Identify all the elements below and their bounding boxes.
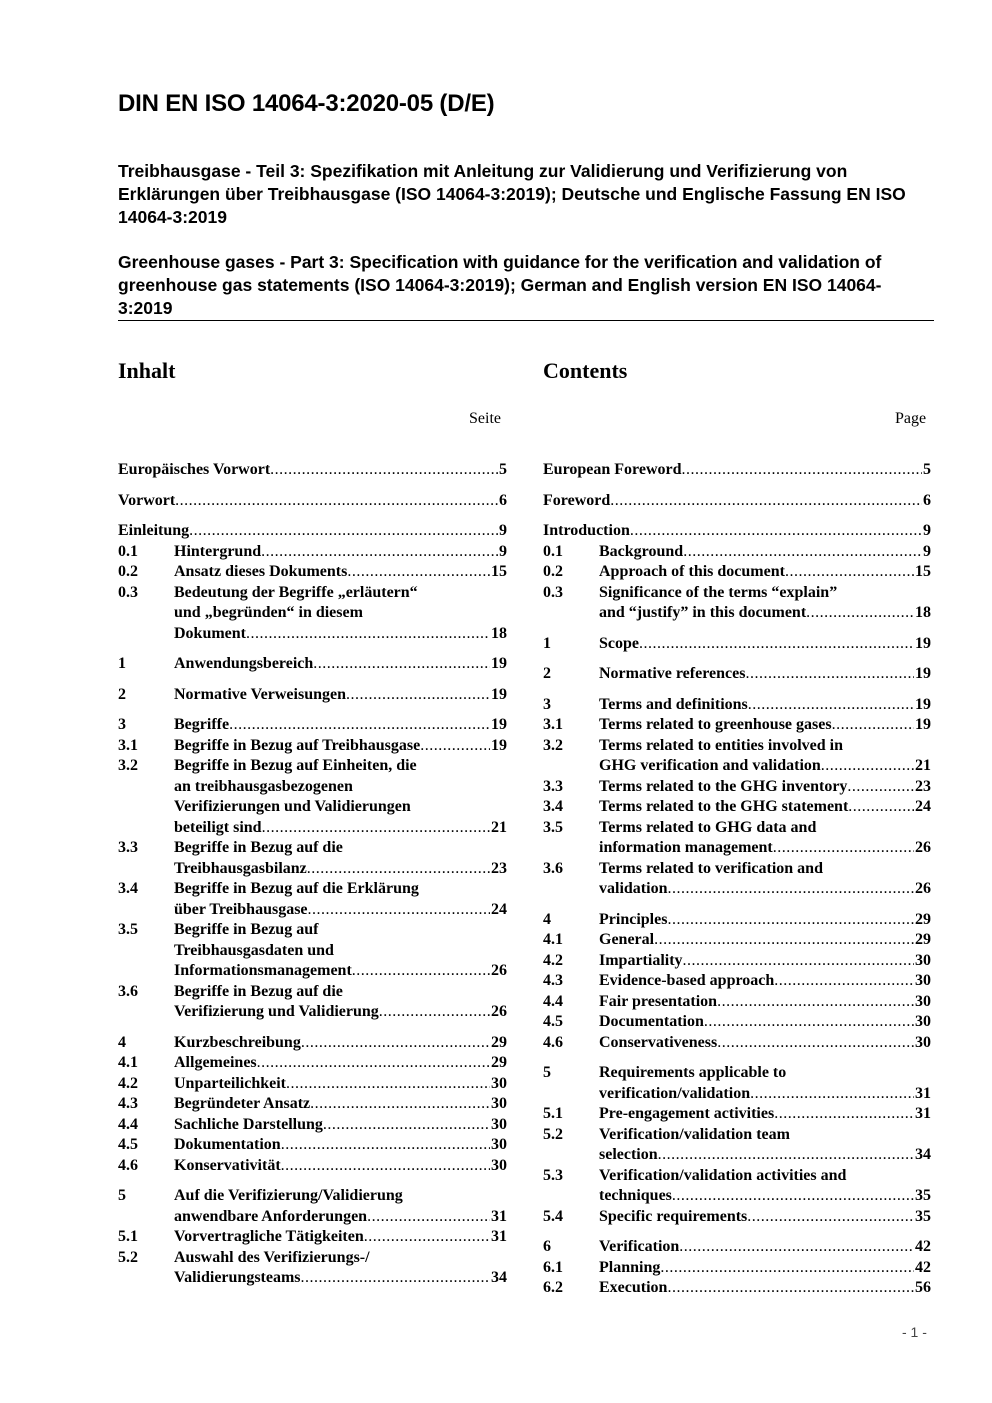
toc-entry-title: selection [599,1146,658,1163]
toc-entry-title: Vorvertragliche Tätigkeiten [174,1228,364,1245]
toc-entry[interactable] [118,1053,507,1074]
toc-entry-title: Begründeter Ansatz [174,1095,311,1112]
toc-entry-number: 2 [543,665,551,682]
dot-leader [785,562,914,583]
toc-entry-number: 6.2 [543,1279,563,1296]
toc-entry-number: 3.3 [118,839,138,856]
toc-entry-title: Treibhausgasbilanz [174,859,307,877]
toc-entry-page: 31 [915,1084,931,1102]
toc-entry-number: 3 [543,695,551,713]
toc-entry-number: 4.1 [118,1054,138,1071]
toc-entry-page: 31 [915,1105,931,1122]
toc-entry-title: verification/validation [599,1084,751,1102]
toc-entry-number: 4.3 [118,1095,138,1112]
toc-entry-title: Significance of the terms “explain” [599,583,838,601]
toc-entry[interactable] [543,1258,931,1279]
dot-leader [175,491,498,512]
toc-entry-page: 31 [491,1228,507,1245]
toc-entry-title: Planning [599,1258,661,1276]
dot-leader [257,1053,490,1074]
toc-entry-page: 24 [915,798,931,815]
toc-entry-page: 9 [499,542,507,560]
toc-entry[interactable] [543,583,931,624]
dot-leader [704,1012,914,1033]
toc-entry[interactable] [543,521,931,542]
toc-entry-number: 4 [543,910,551,928]
toc-entry-number: 3.2 [543,736,563,754]
toc-entry-title: Terms related to greenhouse gases [599,716,832,733]
toc-entry[interactable] [118,736,507,757]
dot-leader [352,961,490,982]
dot-leader [301,1268,490,1289]
toc-entry[interactable] [118,583,507,645]
toc-entry[interactable] [543,1033,931,1054]
toc-entry-title: Sachliche Darstellung [174,1115,323,1133]
toc-entry-page: 26 [915,839,931,856]
toc-entry-page: 6 [499,491,507,509]
dot-leader [672,1186,914,1207]
toc-entry-title: Approach of this document [599,563,785,580]
toc-list-english [543,460,931,1299]
toc-entry[interactable] [543,1207,931,1228]
toc-entry-title: Impartiality [599,951,683,969]
dot-leader [308,900,490,921]
toc-entry[interactable] [543,1104,931,1125]
toc-entry-page: 30 [491,1115,507,1133]
dot-leader [683,542,922,563]
dot-leader [246,624,490,645]
toc-entry[interactable] [543,992,931,1013]
toc-entry[interactable] [543,1237,931,1258]
dot-leader [717,1033,914,1054]
toc-entry-page: 19 [491,685,507,703]
dot-leader [654,930,914,951]
toc-entry-title: Allgemeines [174,1054,257,1071]
toc-entry-title: Requirements applicable to [599,1064,787,1081]
toc-entry-page: 56 [915,1279,931,1296]
toc-entry-number: 4 [118,1033,126,1051]
toc-entry[interactable] [543,460,931,481]
toc-entry-page: 24 [491,900,507,918]
toc-entry-page: 26 [491,962,507,979]
toc-entry-title: Terms and definitions [599,695,748,713]
toc-entry[interactable] [543,542,931,563]
toc-entry-page: 29 [491,1054,507,1071]
toc-entry[interactable] [118,1248,507,1289]
dot-leader [286,1074,490,1095]
toc-entry-page: 35 [915,1207,931,1225]
toc-entry-number: 3.4 [118,880,138,897]
toc-entry-title: Informationsmanagement [174,962,352,979]
toc-entry-page: 30 [491,1074,507,1092]
toc-entry-number: 0.3 [543,583,563,601]
toc-entry-number: 4.2 [118,1074,138,1092]
toc-entry-number: 6 [543,1238,551,1255]
toc-entry-page: 34 [915,1146,931,1163]
toc-entry-number: 1 [543,634,551,652]
toc-entry-number: 3.2 [118,757,138,774]
toc-entry-page: 6 [923,491,931,509]
dot-leader [806,603,914,624]
toc-entry-number: 0.3 [118,583,138,601]
toc-entry[interactable] [118,1135,507,1156]
toc-entry-number: 3.5 [118,921,138,938]
toc-entry-number: 3 [118,716,126,733]
dot-leader [848,797,914,818]
toc-entry-title: Foreword [543,491,611,509]
toc-entry-title: Specific requirements [599,1207,748,1225]
toc-entry[interactable] [118,685,507,706]
toc-entry-page: 21 [915,757,931,774]
dot-leader [367,1207,490,1228]
dot-leader [847,777,914,798]
dot-leader [364,1227,490,1248]
toc-entry-title: Begriffe in Bezug auf Treibhausgase [174,736,421,754]
toc-entry-title: Verifizierungen und Validierungen [174,798,411,815]
dot-leader [748,695,914,716]
toc-entry[interactable] [118,1115,507,1136]
toc-entry[interactable] [543,664,931,685]
toc-entry-page: 9 [923,542,931,560]
toc-entry-title: Kurzbeschreibung [174,1033,301,1051]
toc-entry[interactable] [543,1166,931,1207]
toc-entry-page: 9 [923,522,931,539]
toc-entry-page: 42 [915,1238,931,1255]
toc-entry-title: Bedeutung der Begriffe „erläutern“ [174,583,418,601]
toc-entry-page: 29 [915,910,931,928]
toc-entry-title: und „begründen“ in diesem [174,604,363,621]
toc-entry-number: 0.1 [543,542,563,560]
toc-entry-number: 5.2 [543,1125,563,1143]
title-divider [118,320,934,321]
toc-entry-page: 19 [915,716,931,733]
toc-entry-title: an treibhausgasbezogenen [174,777,353,795]
toc-entry-page: 29 [491,1033,507,1051]
toc-entry[interactable] [543,951,931,972]
toc-entry-title: über Treibhausgase [174,900,308,918]
dot-leader [717,992,914,1013]
toc-entry[interactable] [118,562,507,583]
dot-leader [313,654,490,675]
toc-entry-page: 30 [491,1095,507,1112]
dot-leader [683,951,914,972]
dot-leader [379,1002,490,1023]
toc-entry-title: Dokument [174,624,247,642]
toc-entry-number: 0.2 [118,563,138,580]
page-column-label-english: Page [895,410,927,427]
dot-leader [832,715,914,736]
toc-entry-page: 5 [499,461,507,478]
toc-entry-number: 0.2 [543,563,563,580]
toc-entry-title: Verification/validation team [599,1125,790,1143]
toc-entry[interactable] [118,756,507,838]
toc-entry-title: Dokumentation [174,1136,281,1153]
toc-entry-number: 3.1 [118,736,138,754]
toc-entry-title: Verification [599,1238,680,1255]
dot-leader [660,1258,914,1279]
toc-entry-title: Anwendungsbereich [174,655,314,672]
toc-entry-title: Terms related to entities involved in [599,736,843,754]
toc-entry-page: 19 [915,665,931,682]
toc-entry[interactable] [543,818,931,859]
toc-entry-page: 19 [915,634,931,652]
toc-heading-german: Inhalt [118,358,176,383]
toc-entry-number: 4.6 [543,1033,563,1051]
dot-leader [420,736,490,757]
dot-leader [189,521,498,542]
toc-entry[interactable] [118,920,507,982]
toc-entry-title: Ansatz dieses Dokuments [174,563,348,580]
toc-entry-page: 30 [915,972,931,989]
toc-entry-title: General [599,931,655,948]
toc-entry[interactable] [543,797,931,818]
dot-leader [610,491,922,512]
dot-leader [747,1207,914,1228]
dot-leader [639,634,914,655]
dot-leader [346,685,490,706]
toc-entry-title: Background [599,542,684,560]
toc-entry-title: European Foreword [543,461,682,478]
toc-list-german [118,460,507,1289]
toc-entry-title: Normative references [599,665,746,682]
toc-entry-title: Hintergrund [174,542,262,560]
toc-entry-page: 31 [491,1207,507,1225]
toc-entry-title: Begriffe in Bezug auf die [174,982,343,1000]
toc-entry-title: Verifizierung und Validierung [174,1003,379,1020]
toc-entry[interactable] [118,1227,507,1248]
toc-entry-number: 5 [543,1064,551,1081]
toc-entry-title: Fair presentation [599,992,718,1010]
toc-entry-title: beteiligt sind [174,818,262,836]
toc-entry[interactable] [543,562,931,583]
dot-leader [773,838,914,859]
dot-leader [281,1156,490,1177]
toc-entry-page: 30 [915,992,931,1010]
toc-entry-number: 4.3 [543,972,563,989]
toc-entry[interactable] [118,460,507,481]
subtitle-english: Greenhouse gases - Part 3: Specification with guidance for the verification and validation of greenhouse gas statements (ISO 14064-3:2019); German and English version EN ISO 14064-3:2019 [118,252,882,318]
toc-entry-number: 3.3 [543,777,563,795]
toc-entry[interactable] [118,654,507,675]
toc-entry-page: 19 [491,716,507,733]
toc-heading-english: Contents [543,358,628,383]
page-column-label-german: Seite [469,410,501,427]
toc-entry-title: Terms related to the GHG inventory [599,777,848,795]
toc-entry-number: 3.4 [543,798,563,815]
toc-entry-page: 15 [491,563,507,580]
toc-entry-page: 5 [923,461,931,478]
toc-entry-number: 5.1 [543,1105,563,1122]
toc-entry-title: anwendbare Anforderungen [174,1207,368,1225]
toc-entry-number: 4.5 [543,1013,563,1030]
toc-entry[interactable] [118,542,507,563]
toc-entry[interactable] [543,634,931,655]
toc-entry-title: Terms related to GHG data and [599,818,817,836]
toc-entry-page: 19 [491,736,507,754]
toc-entry-title: Treibhausgasdaten und [174,941,334,959]
toc-entry-number: 4.2 [543,951,563,969]
toc-entry[interactable] [118,1033,507,1054]
toc-entry-title: Evidence-based approach [599,972,775,989]
toc-entry-number: 0.1 [118,542,138,560]
toc-entry-title: Principles [599,910,668,928]
toc-entry[interactable] [543,930,931,951]
dot-leader [667,879,914,900]
toc-entry[interactable] [543,491,931,512]
toc-entry-page: 29 [915,931,931,948]
dot-leader [323,1115,490,1136]
toc-entry-number: 3.6 [543,859,563,877]
toc-entry-number: 5.1 [118,1228,138,1245]
toc-entry-title: information management [599,839,773,856]
toc-entry-page: 26 [915,880,931,897]
toc-entry-title: Validierungsteams [174,1269,301,1286]
toc-entry-page: 26 [491,1003,507,1020]
toc-entry-page: 34 [491,1269,507,1286]
dot-leader [667,910,914,931]
dot-leader [261,542,498,563]
toc-entry-page: 19 [915,695,931,713]
toc-entry-number: 3.5 [543,818,563,836]
toc-entry-title: Introduction [543,522,630,539]
toc-entry[interactable] [543,695,931,716]
toc-entry-title: Begriffe [174,716,230,733]
toc-entry-number: 5.3 [543,1166,563,1184]
toc-entry[interactable] [118,838,507,879]
dot-leader [301,1033,490,1054]
toc-entry-title: Einleitung [118,522,190,539]
toc-entry[interactable] [118,521,507,542]
dot-leader [262,818,490,839]
toc-entry-title: Vorwort [118,491,176,509]
toc-entry-number: 5.2 [118,1248,138,1266]
toc-entry-page: 19 [491,655,507,672]
toc-entry[interactable] [118,1186,507,1227]
toc-entry-page: 30 [491,1136,507,1153]
dot-leader [774,971,914,992]
toc-entry-title: Unparteilichkeit [174,1074,286,1092]
page-number: - 1 - [902,1324,927,1340]
toc-entry-page: 30 [915,1013,931,1030]
toc-entry[interactable] [543,1278,931,1299]
toc-entry-number: 3.1 [543,716,563,733]
toc-entry[interactable] [543,736,931,777]
toc-entry[interactable] [543,1012,931,1033]
dot-leader [229,715,490,736]
dot-leader [630,521,922,542]
toc-entry[interactable] [543,910,931,931]
toc-entry-page: 23 [915,777,931,795]
dot-leader [750,1084,914,1105]
toc-entry-number: 2 [118,685,126,703]
toc-entry-page: 30 [491,1156,507,1174]
toc-entry-number: 5 [118,1187,126,1204]
toc-entry-page: 21 [491,818,507,836]
toc-entry[interactable] [118,879,507,920]
toc-entry[interactable] [543,1125,931,1166]
toc-entry-page: 18 [915,604,931,621]
toc-entry-title: Auswahl des Verifizierungs-/ [174,1248,370,1266]
toc-entry-title: Begriffe in Bezug auf die [174,839,343,856]
subtitle-german: Treibhausgase - Teil 3: Spezifikation mit Anleitung zur Validierung und Verifizierung von Erklärungen über Treibhausgase (ISO 14064-3:2019); Deutsche und Englische Fassung EN ISO 14064-3:2019 [118,161,906,227]
toc-entry-title: Europäisches Vorwort [118,461,271,478]
toc-entry[interactable] [118,715,507,736]
toc-entry-page: 30 [915,951,931,969]
dot-leader [667,1278,914,1299]
dot-leader [310,1094,490,1115]
toc-entry-title: Begriffe in Bezug auf Einheiten, die [174,757,417,774]
toc-entry-page: 9 [499,522,507,539]
toc-entry-page: 30 [915,1033,931,1051]
toc-entry-title: Begriffe in Bezug auf [174,921,319,938]
toc-entry[interactable] [543,1063,931,1104]
toc-entry-title: Begriffe in Bezug auf die Erklärung [174,880,419,897]
toc-entry-number: 1 [118,655,126,672]
toc-entry-title: Konservativität [174,1156,281,1174]
toc-entry[interactable] [543,777,931,798]
document-title: DIN EN ISO 14064-3:2020-05 (D/E) [118,90,495,117]
toc-entry[interactable] [543,859,931,900]
toc-entry[interactable] [118,1094,507,1115]
toc-entry-title: Scope [599,634,639,652]
toc-entry-number: 4.4 [543,992,563,1010]
toc-entry-title: Documentation [599,1013,704,1030]
toc-entry-number: 4.1 [543,931,563,948]
toc-entry-page: 23 [491,859,507,877]
dot-leader [682,460,922,481]
toc-entry-title: techniques [599,1187,672,1204]
toc-entry-title: Terms related to verification and [599,859,823,877]
toc-entry-title: and “justify” in this document [599,604,807,621]
dot-leader [307,859,490,880]
dot-leader [347,562,490,583]
toc-entry-number: 4.6 [118,1156,138,1174]
toc-entry-title: Conservativeness [599,1033,718,1051]
toc-entry-title: Verification/validation activities and [599,1166,847,1184]
toc-entry-title: validation [599,880,668,897]
dot-leader [821,756,914,777]
dot-leader [270,460,498,481]
toc-entry[interactable] [543,971,931,992]
toc-entry-title: Pre-engagement activities [599,1105,775,1122]
toc-entry-page: 15 [915,563,931,580]
dot-leader [281,1135,490,1156]
toc-entry-title: GHG verification and validation [599,757,821,774]
toc-entry[interactable] [118,982,507,1023]
toc-entry-page: 35 [915,1187,931,1204]
toc-entry-title: Execution [599,1279,668,1296]
dot-leader [679,1237,914,1258]
dot-leader [745,664,914,685]
toc-entry-title: Normative Verweisungen [174,685,346,703]
dot-leader [658,1145,914,1166]
toc-entry[interactable] [118,491,507,512]
toc-entry-number: 6.1 [543,1258,563,1276]
toc-entry-page: 18 [491,624,507,642]
toc-entry-number: 3.6 [118,982,138,1000]
toc-entry-number: 4.5 [118,1136,138,1153]
toc-entry-title: Terms related to the GHG statement [599,798,849,815]
toc-entry[interactable] [118,1074,507,1095]
toc-entry-number: 4.4 [118,1115,138,1133]
toc-entry-number: 5.4 [543,1207,563,1225]
toc-entry[interactable] [118,1156,507,1177]
dot-leader [774,1104,914,1125]
toc-entry-page: 42 [915,1258,931,1276]
toc-entry[interactable] [543,715,931,736]
toc-entry-title: Auf die Verifizierung/Validierung [174,1187,403,1204]
